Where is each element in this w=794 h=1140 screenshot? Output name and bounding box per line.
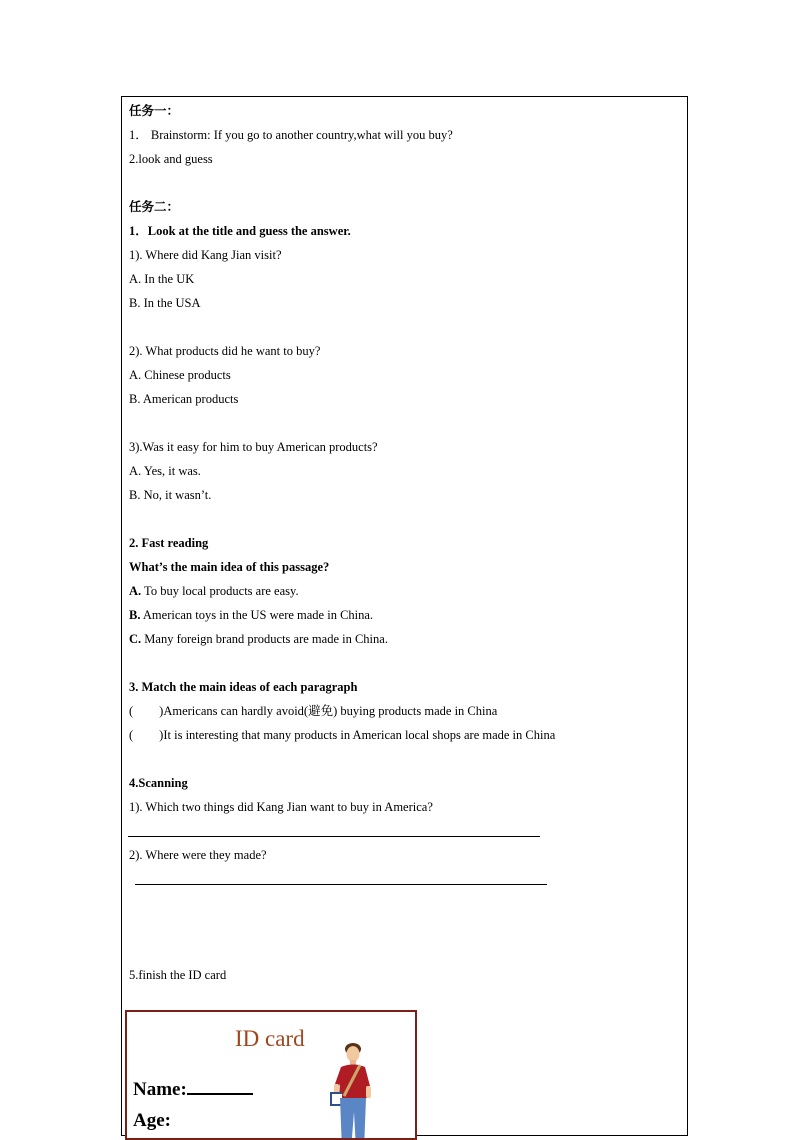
scanning-question-2: 2). Where were they made?: [129, 848, 267, 862]
question-3-option-a: A. Yes, it was.: [129, 464, 201, 478]
id-card: [125, 1010, 417, 1140]
main-idea-option-a: A. To buy local products are easy.: [129, 584, 299, 598]
question-2-option-b: B. American products: [129, 392, 239, 406]
part1-title: 1．Look at the title and guess the answer.: [129, 224, 351, 238]
scanning-question-1: 1). Which two things did Kang Jian want to buy in America?: [129, 800, 433, 814]
part3-title: 3. Match the main ideas of each paragraph: [129, 680, 358, 694]
question-1: 1). Where did Kang Jian visit?: [129, 248, 282, 262]
answer-line-2[interactable]: [135, 884, 547, 885]
question-2-option-a: A. Chinese products: [129, 368, 231, 382]
question-3: 3).Was it easy for him to buy American products?: [129, 440, 378, 454]
name-blank[interactable]: [187, 1078, 253, 1095]
age-field: Age:: [133, 1110, 171, 1131]
question-3-option-b: B. No, it wasn’t.: [129, 488, 212, 502]
part2-title: 2. Fast reading: [129, 536, 209, 550]
part4-title: 4.Scanning: [129, 776, 188, 790]
main-idea-question: What’s the main idea of this passage?: [129, 560, 330, 574]
match-item-1: ( )Americans can hardly avoid(避免) buying products made in China: [129, 704, 498, 718]
task2-heading: 任务二：: [129, 200, 180, 214]
student-with-bag-icon: [327, 1040, 377, 1140]
question-1-option-a: A. In the UK: [129, 272, 195, 286]
look-and-guess: 2.look and guess: [129, 152, 213, 166]
main-idea-option-b: B. American toys in the US were made in China.: [129, 608, 374, 622]
main-idea-option-c: C. Many foreign brand products are made in China.: [129, 632, 388, 646]
answer-line-1[interactable]: [128, 836, 540, 837]
part5-title: 5.finish the ID card: [129, 968, 227, 982]
match-item-2: ( )It is interesting that many products in American local shops are made in China: [129, 728, 556, 742]
brainstorm-question: 1． Brainstorm: If you go to another country,what will you buy?: [129, 128, 453, 142]
question-1-option-b: B. In the USA: [129, 296, 201, 310]
id-card-title: ID card: [235, 1026, 305, 1051]
question-2: 2). What products did he want to buy?: [129, 344, 321, 358]
task1-heading: 任务一：: [129, 104, 180, 118]
name-field: Name:: [133, 1078, 253, 1101]
